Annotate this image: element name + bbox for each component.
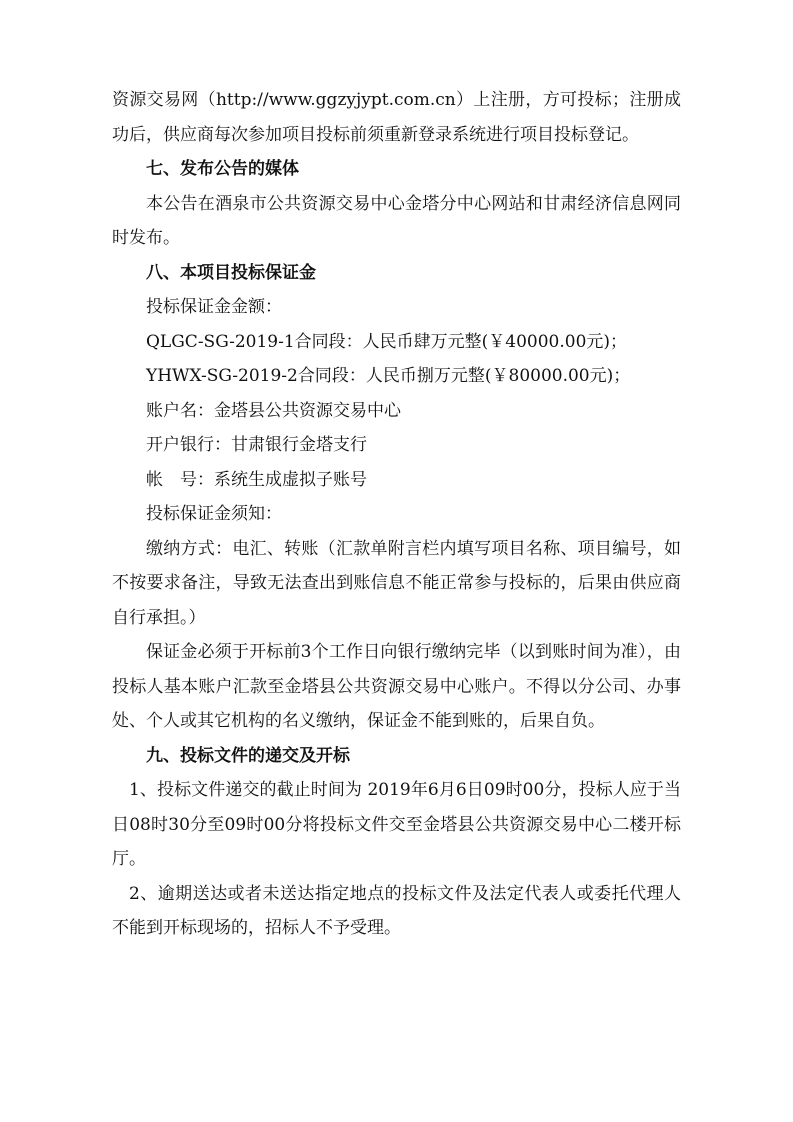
deposit-lot-1: QLGC-SG-2019-1合同段：人民币肆万元整(￥40000.00元)； [146,331,628,352]
account-number: 帐 号：系统生成虚拟子账号 [146,469,367,490]
section-8-heading: 八、本项目投标保证金 [146,262,316,283]
deposit-amount-label: 投标保证金金额： [146,297,282,317]
section-7-heading: 七、发布公告的媒体 [146,159,299,179]
deposit-notice-label: 投标保证金须知： [146,504,282,524]
payment-method-paragraph: 缴纳方式：电汇、转账（汇款单附言栏内填写项目名称、项目编号，如不按要求备注，导致无法查出到账信息不能正常参与投标的，后果由供应商自行承担。） [112,538,681,628]
bank-name: 开户银行：甘肃银行金塔支行 [146,435,367,455]
submission-deadline-paragraph: 1、投标文件递交的截止时间为 2019年6月6日09时00分，投标人应于当日08时30分至09时00分将投标文件交至金塔县公共资源交易中心二楼开标厅。 [112,780,681,869]
registration-paragraph: 资源交易网（http://www.ggzyjypt.com.cn）上注册，方可投标；注册成功后，供应商每次参加项目投标前须重新登录系统进行项目投标登记。 [112,90,681,145]
late-submission-paragraph: 2、逾期送达或者未送达指定地点的投标文件及法定代表人或委托代理人不能到开标现场的，招标人不予受理。 [112,883,681,938]
deposit-deadline-paragraph: 保证金必须于开标前3个工作日向银行缴纳完毕（以到账时间为准），由投标人基本账户汇款至金塔县公共资源交易中心账户。不得以分公司、办事处、个人或其它机构的名义缴纳，保证金不能到账的，后果自负。 [112,642,681,731]
deposit-lot-2: YHWX-SG-2019-2合同段：人民币捌万元整(￥80000.00元)； [146,366,631,386]
account-name: 账户名：金塔县公共资源交易中心 [146,400,401,421]
section-9-heading: 九、投标文件的递交及开标 [146,745,350,766]
media-paragraph: 本公告在酒泉市公共资源交易中心金塔分中心网站和甘肃经济信息网同时发布。 [112,193,681,248]
